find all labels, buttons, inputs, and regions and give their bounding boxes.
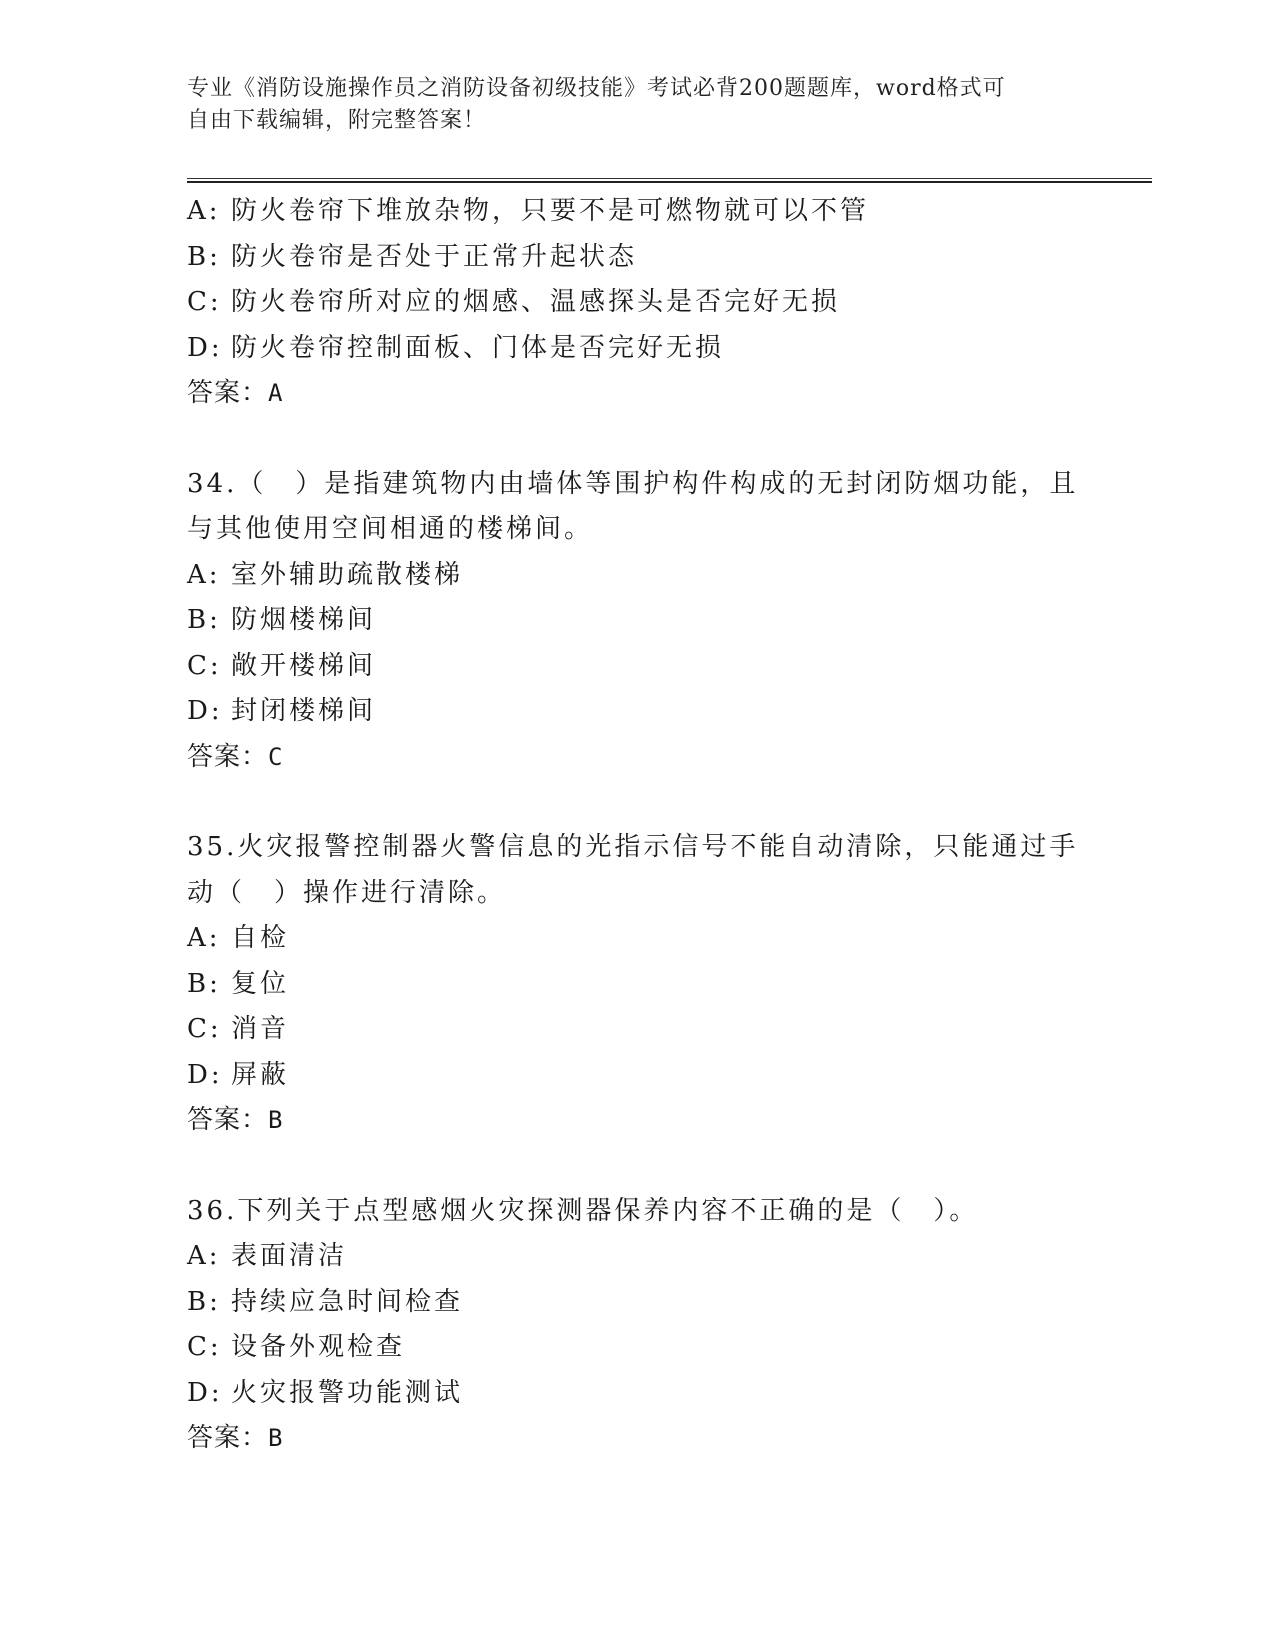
question-stem-line-2: 动（ ）操作进行清除。 bbox=[187, 877, 507, 908]
option-a: A: 防火卷帘下堆放杂物，只要不是可燃物就可以不管 bbox=[187, 196, 870, 226]
answer-line: 答案：A bbox=[187, 378, 284, 408]
question-stem-line-1: 34.（ ）是指建筑物内由墙体等围护构件构成的无封闭防烟功能，且 bbox=[187, 468, 1079, 499]
question-stem-line-1: 35.火灾报警控制器火警信息的光指示信号不能自动清除，只能通过手 bbox=[187, 832, 1079, 862]
option-b: B: 防烟楼梯间 bbox=[187, 605, 377, 635]
question-block-partial bbox=[187, 189, 1087, 417]
document-header bbox=[187, 73, 1067, 137]
option-a: A: 自检 bbox=[187, 923, 290, 953]
question-block-34 bbox=[187, 462, 1087, 781]
option-d: D: 封闭楼梯间 bbox=[187, 696, 377, 726]
option-b: B: 持续应急时间检查 bbox=[187, 1286, 464, 1317]
header-rule-thick bbox=[187, 181, 1152, 183]
option-c: C: 敞开楼梯间 bbox=[187, 650, 377, 681]
option-b: B: 复位 bbox=[187, 968, 290, 999]
question-stem-line-2: 与其他使用空间相通的楼梯间。 bbox=[187, 514, 594, 544]
answer-line: 答案：C bbox=[187, 741, 284, 772]
question-block-36 bbox=[187, 1189, 1087, 1462]
question-list bbox=[187, 189, 1087, 1462]
spacer bbox=[187, 1144, 1087, 1189]
option-a: A: 表面清洁 bbox=[187, 1241, 348, 1271]
option-d: D: 火灾报警功能测试 bbox=[187, 1377, 464, 1408]
option-c: C: 消音 bbox=[187, 1014, 290, 1044]
option-b: B: 防火卷帘是否处于正常升起状态 bbox=[187, 241, 638, 272]
option-a: A: 室外辅助疏散楼梯 bbox=[187, 559, 464, 590]
header-line-2: 自由下载编辑，附完整答案！ bbox=[187, 108, 487, 133]
question-stem-line-1: 36.下列关于点型感烟火灾探测器保养内容不正确的是（ ）。 bbox=[187, 1195, 979, 1226]
question-block-35 bbox=[187, 825, 1087, 1144]
answer-line: 答案：B bbox=[187, 1423, 284, 1453]
spacer bbox=[187, 417, 1087, 462]
option-d: D: 屏蔽 bbox=[187, 1059, 290, 1090]
option-c: C: 防火卷帘所对应的烟感、温感探头是否完好无损 bbox=[187, 287, 841, 317]
spacer bbox=[187, 780, 1087, 825]
header-rule-thin bbox=[187, 178, 1152, 179]
header-line-1: 专业《消防设施操作员之消防设备初级技能》考试必背200题题库，word格式可 bbox=[187, 76, 1006, 101]
option-c: C: 设备外观检查 bbox=[187, 1332, 406, 1362]
answer-line: 答案：B bbox=[187, 1105, 284, 1135]
option-d: D: 防火卷帘控制面板、门体是否完好无损 bbox=[187, 332, 725, 363]
